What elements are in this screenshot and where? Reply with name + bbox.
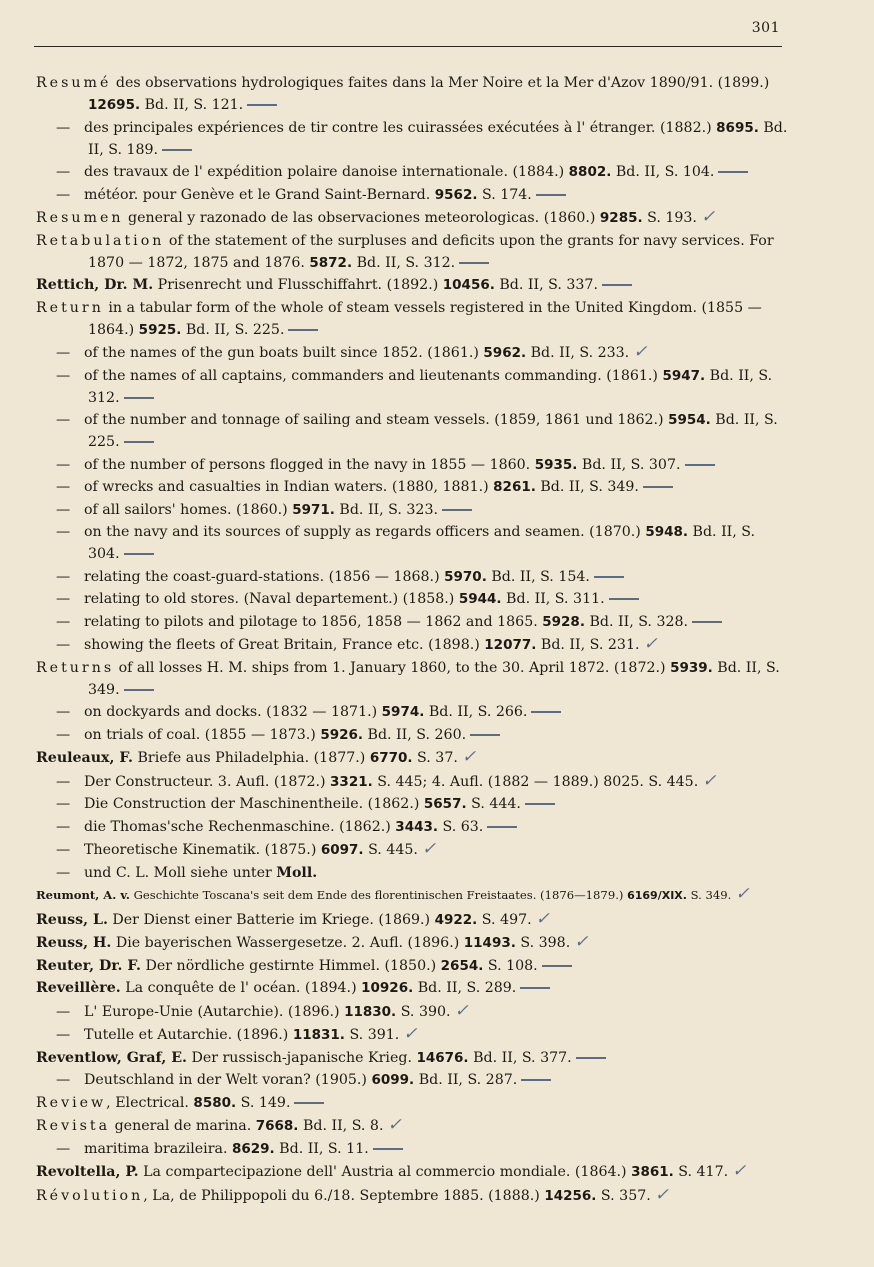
index-subentry	[36, 724, 788, 746]
entry-title: des travaux de l' expédition polaire danoise internationale. (1884.)	[84, 164, 569, 180]
dash-mark-icon	[531, 711, 561, 713]
volume-page-reference: Bd. II, S. 266.	[424, 704, 528, 720]
catalog-number: 6097.	[320, 842, 364, 858]
dash-mark-icon	[536, 194, 566, 196]
index-subentry	[36, 117, 788, 161]
ditto-dash: —	[56, 842, 71, 858]
entry-title: showing the fleets of Great Britain, France etc. (1898.)	[84, 637, 485, 653]
index-subentry	[36, 770, 788, 793]
catalog-number: 11493.	[463, 935, 516, 951]
entry-heading: Reuss, L.	[36, 911, 108, 928]
index-subentry	[36, 611, 788, 633]
volume-page-reference: S. 445; 4. Aufl. (1882 — 1889.) 8025. S. 445.	[372, 773, 699, 790]
index-subentry	[36, 1069, 788, 1091]
index-entry	[36, 657, 788, 701]
entry-heading: Review	[36, 1094, 107, 1111]
catalog-number: 5657.	[423, 796, 467, 812]
catalog-number: 12077.	[484, 637, 537, 653]
volume-page-reference: Moll.	[276, 864, 318, 881]
catalog-number: 8802.	[568, 164, 612, 180]
catalog-number: 4922.	[434, 911, 478, 928]
index-subentry	[36, 409, 788, 453]
catalog-number: 6169/XIX.	[627, 888, 687, 902]
entry-title: on dockyards and docks. (1832 — 1871.)	[84, 704, 382, 720]
catalog-number: 5935.	[534, 456, 578, 473]
volume-page-reference: S. 398.	[515, 935, 571, 951]
dash-mark-icon	[521, 1079, 551, 1081]
dash-mark-icon	[442, 509, 472, 511]
dash-mark-icon	[594, 576, 624, 578]
ditto-dash: —	[56, 796, 71, 812]
check-mark-icon: ✓	[700, 207, 716, 227]
entry-title: die Thomas'sche Rechenmaschine. (1862.)	[84, 818, 396, 835]
catalog-number: 5954.	[668, 412, 711, 428]
dash-mark-icon	[542, 965, 572, 967]
index-entry	[36, 206, 788, 229]
page-number: 301	[751, 20, 780, 36]
catalog-number: 5944.	[458, 591, 502, 607]
volume-page-reference: Bd. II, S. 328.	[584, 613, 689, 630]
entry-title: L' Europe-Unie (Autarchie). (1896.)	[84, 1003, 345, 1020]
entry-title: , Electrical.	[106, 1094, 194, 1111]
check-mark-icon: ✓	[421, 839, 437, 859]
entry-title: of wrecks and casualties in Indian waters. (1880, 1881.)	[84, 479, 494, 495]
ditto-dash: —	[56, 637, 71, 653]
volume-page-reference: Bd. II, S. 349.	[535, 479, 639, 495]
entry-title: general y razonado de las observaciones meteorologicas. (1860.)	[123, 210, 600, 226]
volume-page-reference: Bd. II, S. 104.	[611, 164, 715, 180]
volume-page-reference: Bd. II, S. 8.	[298, 1118, 384, 1134]
entry-title: Der russisch-japanische Krieg.	[186, 1049, 417, 1066]
ditto-dash: —	[56, 501, 71, 518]
index-entry	[36, 908, 788, 931]
dash-mark-icon	[459, 262, 489, 264]
dash-mark-icon	[124, 553, 154, 555]
ditto-dash: —	[56, 524, 71, 540]
catalog-number: 6770.	[369, 750, 413, 766]
dash-mark-icon	[718, 171, 748, 173]
entry-title: La compartecipazione dell' Austria al commercio mondiale. (1864.)	[138, 1164, 632, 1180]
dash-mark-icon	[288, 329, 318, 331]
index-entry	[36, 1047, 788, 1069]
volume-page-reference: Bd. II, S. 231.	[536, 637, 640, 653]
volume-page-reference: Bd. II, S. 323.	[334, 501, 438, 518]
index-subentry	[36, 161, 788, 183]
catalog-number: 9285.	[599, 210, 643, 226]
ditto-dash: —	[56, 1003, 71, 1020]
index-entry	[36, 230, 788, 274]
entry-title: general de marina.	[110, 1118, 256, 1134]
volume-page-reference: Bd. II, S. 287.	[414, 1072, 518, 1088]
entry-title: des principales expériences de tir contre les cuirassées exécutées à l' étranger. (1882.)	[84, 119, 717, 136]
volume-page-reference: Bd. II, S. 304.	[88, 524, 756, 562]
ditto-dash: —	[56, 1072, 71, 1088]
entry-heading: Reumont, A. v.	[36, 887, 130, 902]
dash-mark-icon	[373, 1148, 403, 1150]
dash-mark-icon	[576, 1057, 606, 1059]
catalog-number: 9562.	[434, 186, 478, 203]
header-rule	[34, 46, 782, 47]
index-subentry	[36, 499, 788, 521]
ditto-dash: —	[56, 412, 71, 428]
catalog-number: 3861.	[631, 1164, 674, 1180]
entry-title: météor. pour Genève et le Grand Saint-Bernard.	[84, 186, 435, 203]
volume-page-reference: Bd. II, S. 311.	[501, 591, 605, 607]
volume-page-reference: S. 445.	[363, 842, 418, 858]
entry-heading: Returns	[36, 659, 115, 676]
catalog-number: 5926.	[320, 726, 364, 743]
entry-heading: Revoltella, P.	[36, 1164, 139, 1180]
entry-heading: Revista	[36, 1118, 111, 1134]
index-subentry	[36, 588, 788, 610]
entry-title: maritima brazileira.	[84, 1140, 232, 1157]
volume-page-reference: S. 193.	[642, 210, 697, 226]
catalog-number: 5928.	[542, 613, 585, 630]
catalog-number: 12695.	[88, 97, 141, 113]
index-entry	[36, 274, 788, 296]
index-entry	[36, 746, 788, 769]
index-subentry	[36, 476, 788, 498]
volume-page-reference: S. 497.	[477, 911, 532, 928]
volume-page-reference: Bd. II, S. 312.	[352, 254, 456, 271]
ditto-dash: —	[56, 704, 71, 720]
volume-page-reference: S. 391.	[344, 1027, 400, 1043]
dash-mark-icon	[643, 486, 673, 488]
ditto-dash: —	[56, 818, 71, 835]
volume-page-reference: Bd. II, S. 312.	[88, 367, 773, 406]
entry-heading: Rettich, Dr. M.	[36, 277, 154, 293]
entry-heading: Retabulation	[36, 232, 165, 249]
index-subentry	[36, 701, 788, 723]
dash-mark-icon	[162, 149, 192, 151]
entry-title: Der Constructeur. 3. Aufl. (1872.)	[84, 773, 331, 790]
catalog-number: 8261.	[493, 479, 536, 495]
entry-title: und C. L. Moll siehe unter	[84, 864, 277, 881]
dash-mark-icon	[525, 803, 555, 805]
check-mark-icon: ✓	[535, 908, 550, 929]
catalog-number: 5948.	[645, 524, 689, 540]
volume-page-reference: S. 357.	[596, 1187, 651, 1204]
dash-mark-icon	[124, 397, 154, 399]
volume-page-reference: S. 149.	[236, 1094, 291, 1111]
catalog-number: 8629.	[231, 1140, 275, 1157]
ditto-dash: —	[56, 568, 71, 585]
index-subentry	[36, 1023, 788, 1046]
entry-title: Prisenrecht und Flusschiffahrt. (1892.)	[153, 277, 443, 293]
entry-title: relating the coast-guard-stations. (1856 — 1868.)	[84, 568, 445, 585]
index-subentry	[36, 341, 788, 364]
volume-page-reference: Bd. II, S. 289.	[413, 980, 517, 996]
entry-title: of all sailors' homes. (1860.)	[84, 501, 293, 518]
index-entries	[36, 72, 788, 1207]
check-mark-icon: ✓	[454, 1000, 469, 1021]
check-mark-icon: ✓	[633, 342, 648, 362]
index-subentry	[36, 793, 788, 815]
entry-heading: Reuss, H.	[36, 935, 112, 951]
entry-title: of all losses H. M. ships from 1. January 1860, to the 30. April 1872. (1872.)	[114, 659, 671, 676]
entry-title: relating to pilots and pilotage to 1856, 1858 — 1862 and 1865.	[84, 613, 543, 630]
catalog-number: 5971.	[292, 501, 335, 518]
entry-title: Der nördliche gestirnte Himmel. (1850.)	[140, 957, 441, 974]
check-mark-icon: ✓	[461, 747, 477, 767]
catalog-number: 5962.	[483, 345, 527, 361]
index-entry	[36, 883, 788, 904]
volume-page-reference: Bd. II, S. 307.	[577, 456, 681, 473]
index-subentry	[36, 1000, 788, 1023]
check-mark-icon: ✓	[403, 1024, 418, 1044]
ditto-dash: —	[56, 367, 71, 384]
entry-title: Geschichte Toscana's seit dem Ende des florentinischen Freistaates. (1876—1879.)	[129, 887, 628, 902]
dash-mark-icon	[609, 598, 639, 600]
catalog-number: 5925.	[138, 321, 182, 338]
entry-title: of the statement of the surpluses and deficits upon the grants for navy services. For 1870 — 1872, 1875 and 1876.	[88, 232, 774, 271]
volume-page-reference: Bd. II, S. 154.	[486, 568, 590, 585]
volume-page-reference: S. 417.	[673, 1164, 729, 1180]
dash-mark-icon	[602, 284, 632, 286]
ditto-dash: —	[56, 186, 71, 203]
entry-title: Deutschland in der Welt voran? (1905.)	[84, 1072, 372, 1088]
ditto-dash: —	[56, 119, 71, 136]
check-mark-icon: ✓	[735, 883, 750, 904]
entry-heading: Reveillère.	[36, 980, 121, 996]
catalog-number: 5939.	[670, 659, 713, 676]
catalog-number: 3321.	[330, 773, 373, 790]
index-subentry	[36, 1138, 788, 1160]
index-subentry	[36, 838, 788, 861]
catalog-number: 5970.	[444, 568, 487, 585]
ditto-dash: —	[56, 1140, 71, 1157]
ditto-dash: —	[56, 164, 71, 180]
dash-mark-icon	[124, 689, 154, 691]
dash-mark-icon	[487, 826, 517, 828]
entry-title: La conquête de l' océan. (1894.)	[120, 980, 362, 996]
volume-page-reference: S. 444.	[466, 796, 521, 812]
dash-mark-icon	[124, 441, 154, 443]
catalog-number: 14676.	[416, 1049, 469, 1066]
index-subentry	[36, 566, 788, 588]
index-entry	[36, 931, 788, 954]
index-entry	[36, 955, 788, 977]
index-subentry	[36, 365, 788, 409]
volume-page-reference: Bd. II, S. 377.	[468, 1049, 572, 1066]
index-entry	[36, 297, 788, 341]
entry-title: Tutelle et Autarchie. (1896.)	[84, 1027, 293, 1043]
check-mark-icon: ✓	[643, 634, 658, 654]
check-mark-icon: ✓	[387, 1115, 402, 1135]
index-entry	[36, 1160, 788, 1183]
entry-heading: Révolution	[36, 1187, 144, 1204]
index-subentry	[36, 521, 788, 565]
catalog-number: 10926.	[361, 980, 414, 996]
catalog-number: 5974.	[381, 704, 425, 720]
volume-page-reference: Bd. II, S. 11.	[274, 1140, 369, 1157]
entry-title: Theoretische Kinematik. (1875.)	[84, 842, 321, 858]
check-mark-icon: ✓	[702, 770, 717, 791]
ditto-dash: —	[56, 591, 71, 607]
index-subentry	[36, 816, 788, 838]
entry-title: of the number of persons flogged in the navy in 1855 — 1860.	[84, 456, 535, 473]
index-subentry	[36, 633, 788, 656]
dash-mark-icon	[470, 734, 500, 736]
ditto-dash: —	[56, 864, 71, 881]
dash-mark-icon	[685, 464, 715, 466]
entry-heading: Reventlow, Graf, E.	[36, 1049, 187, 1066]
entry-title: in a tabular form of the whole of steam vessels registered in the United Kingdom. (1855 — 1864.)	[88, 299, 762, 338]
dash-mark-icon	[520, 987, 550, 989]
entry-title: on the navy and its sources of supply as regards officers and seamen. (1870.)	[84, 524, 646, 540]
catalog-number: 8695.	[716, 119, 759, 136]
entry-title: on trials of coal. (1855 — 1873.)	[84, 726, 321, 743]
catalog-number: 5872.	[309, 254, 353, 271]
entry-heading: Reuleaux, F.	[36, 750, 133, 766]
catalog-number: 6099.	[371, 1072, 415, 1088]
entry-title: of the number and tonnage of sailing and steam vessels. (1859, 1861 und 1862.)	[84, 412, 669, 428]
ditto-dash: —	[56, 726, 71, 743]
volume-page-reference: S. 63.	[438, 818, 484, 835]
volume-page-reference: S. 108.	[483, 957, 538, 974]
dash-mark-icon	[692, 621, 722, 623]
catalog-number: 2654.	[440, 957, 484, 974]
catalog-number: 8580.	[193, 1094, 237, 1111]
volume-page-reference: Bd. II, S. 233.	[526, 345, 630, 361]
ditto-dash: —	[56, 773, 71, 790]
index-entry	[36, 1114, 788, 1137]
volume-page-reference: Bd. II, S. 225.	[181, 321, 285, 338]
volume-page-reference: S. 37.	[412, 750, 458, 766]
index-entry	[36, 1092, 788, 1114]
entry-title: des observations hydrologiques faites dans la Mer Noire et la Mer d'Azov 1890/91. (1899.)	[111, 75, 770, 91]
entry-title: of the names of the gun boats built since 1852. (1861.)	[84, 345, 484, 361]
index-subentry	[36, 184, 788, 206]
check-mark-icon: ✓	[732, 1161, 747, 1181]
volume-page-reference: Bd. II, S. 225.	[88, 412, 778, 450]
ditto-dash: —	[56, 1027, 71, 1043]
index-subentry	[36, 454, 788, 476]
ditto-dash: —	[56, 456, 71, 473]
volume-page-reference: Bd. II, S. 260.	[363, 726, 467, 743]
ditto-dash: —	[56, 479, 71, 495]
entry-title: Die Construction der Maschinentheile. (1862.)	[84, 796, 424, 812]
entry-title: Briefe aus Philadelphia. (1877.)	[132, 750, 370, 766]
entry-title: , La, de Philippopoli du 6./18. Septembre 1885. (1888.)	[143, 1187, 545, 1204]
entry-heading: Return	[36, 299, 104, 316]
index-entry	[36, 977, 788, 999]
dash-mark-icon	[294, 1102, 324, 1104]
index-entry	[36, 72, 788, 116]
index-entry	[36, 1184, 788, 1207]
catalog-number: 11830.	[344, 1003, 397, 1020]
volume-page-reference: Bd. II, S. 349.	[88, 659, 780, 698]
index-subentry	[36, 862, 788, 884]
volume-page-reference: S. 390.	[396, 1003, 451, 1020]
check-mark-icon: ✓	[654, 1184, 670, 1205]
entry-title: Die bayerischen Wassergesetze. 2. Aufl. (1896.)	[111, 935, 464, 951]
volume-page-reference: Bd. II, S. 121.	[140, 97, 244, 113]
ditto-dash: —	[56, 613, 71, 630]
catalog-number: 11831.	[292, 1027, 345, 1043]
volume-page-reference: S. 349.	[686, 887, 732, 902]
entry-title: relating to old stores. (Naval departement.) (1858.)	[84, 591, 459, 607]
entry-heading: Resumé	[36, 75, 112, 91]
volume-page-reference: Bd. II, S. 189.	[88, 119, 788, 158]
entry-heading: Reuter, Dr. F.	[36, 957, 141, 974]
volume-page-reference: S. 174.	[477, 186, 532, 203]
ditto-dash: —	[56, 345, 71, 361]
catalog-number: 10456.	[442, 277, 495, 293]
catalog-number: 7668.	[255, 1118, 299, 1134]
check-mark-icon: ✓	[574, 932, 589, 952]
catalog-number: 3443.	[395, 818, 438, 835]
entry-heading: Resumen	[36, 210, 124, 226]
entry-title: of the names of all captains, commanders and lieutenants commanding. (1861.)	[84, 367, 663, 384]
entry-title: Der Dienst einer Batterie im Kriege. (1869.)	[107, 911, 435, 928]
volume-page-reference: Bd. II, S. 337.	[494, 277, 598, 293]
catalog-number: 14256.	[544, 1187, 597, 1204]
dash-mark-icon	[247, 104, 277, 106]
catalog-number: 5947.	[662, 367, 706, 384]
